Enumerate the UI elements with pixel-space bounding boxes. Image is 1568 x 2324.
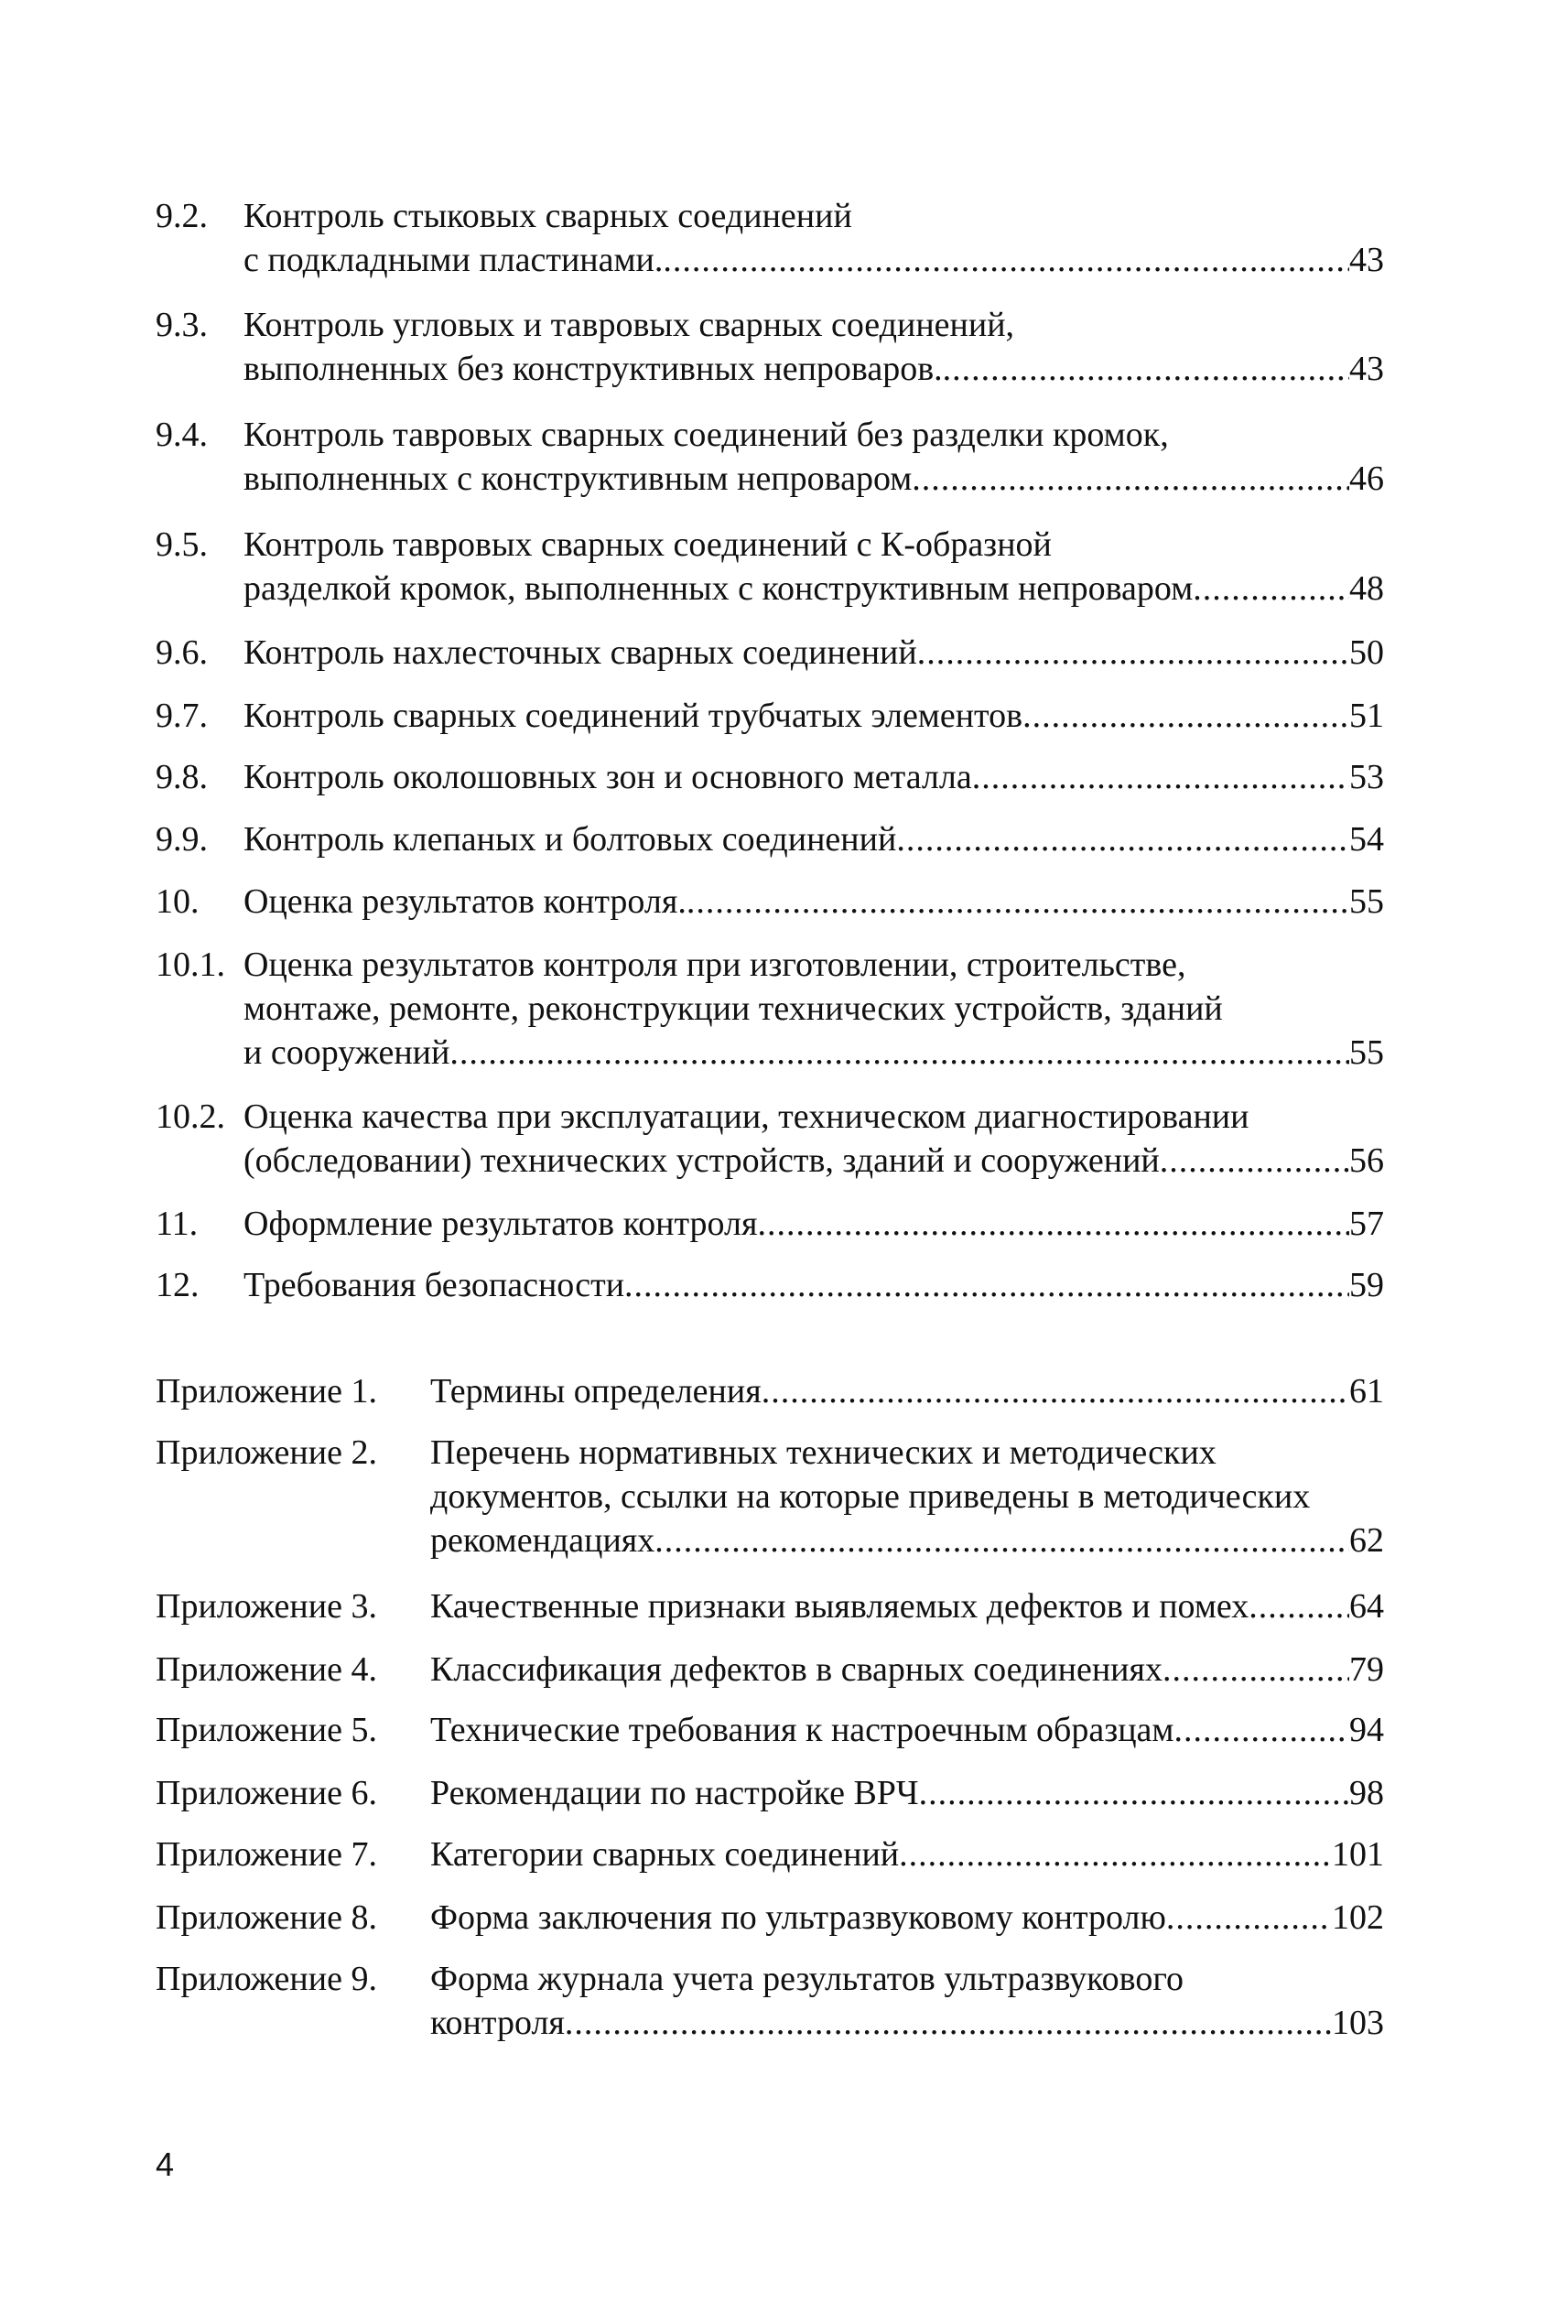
section-page-number: 54 bbox=[1349, 820, 1384, 859]
dot-leader bbox=[943, 347, 1349, 391]
dot-leader bbox=[912, 457, 1349, 501]
section-number: 9.7. bbox=[156, 697, 208, 735]
section-title-last-line: Контроль нахлесточных сварных соединений bbox=[243, 633, 917, 672]
section-title-last-line: с подкладными пластинами. bbox=[243, 241, 664, 279]
appendix-title-line: Перечень нормативных технических и методических bbox=[430, 1433, 1217, 1472]
section-number: 9.4. bbox=[156, 416, 208, 454]
appendix-title-last-line: Классификация дефектов в сварных соединениях bbox=[430, 1650, 1162, 1689]
section-title-last-line: (обследовании) технических устройств, зданий и сооружений bbox=[243, 1141, 1160, 1180]
section-title-last-line: выполненных без конструктивных непроваров. bbox=[243, 350, 943, 388]
section-number: 10. bbox=[156, 882, 200, 921]
section-page-number: 43 bbox=[1349, 350, 1384, 388]
appendix-number: Приложение 7. bbox=[156, 1835, 377, 1874]
section-number: 9.2. bbox=[156, 197, 208, 235]
appendix-page-number: 101 bbox=[1332, 1835, 1384, 1874]
dot-leader bbox=[1193, 567, 1349, 611]
dot-leader bbox=[899, 1832, 1332, 1876]
dot-leader bbox=[449, 1031, 1349, 1075]
appendix-page-number: 61 bbox=[1349, 1372, 1384, 1411]
section-page-number: 55 bbox=[1349, 1033, 1384, 1072]
section-page-number: 46 bbox=[1349, 459, 1384, 498]
appendix-page-number: 98 bbox=[1349, 1774, 1384, 1812]
dot-leader bbox=[663, 238, 1349, 282]
section-page-number: 53 bbox=[1349, 758, 1384, 796]
appendix-page-number: 79 bbox=[1349, 1650, 1384, 1689]
dot-leader bbox=[758, 1202, 1349, 1246]
page-number: 4 bbox=[156, 2146, 175, 2183]
appendix-page-number: 64 bbox=[1349, 1587, 1384, 1626]
section-page-number: 48 bbox=[1349, 569, 1384, 608]
section-number: 9.5. bbox=[156, 525, 208, 564]
section-title-last-line: Контроль околошовных зон и основного металла bbox=[243, 758, 972, 796]
section-number: 10.2. bbox=[156, 1097, 225, 1136]
section-title-last-line: Оформление результатов контроля bbox=[243, 1205, 758, 1243]
section-number: 9.8. bbox=[156, 758, 208, 796]
section-title-line: Оценка результатов контроля при изготовлении, строительстве, bbox=[243, 946, 1186, 984]
dot-leader bbox=[1173, 1708, 1349, 1752]
dot-leader bbox=[687, 880, 1349, 924]
dot-leader bbox=[1022, 694, 1349, 738]
dot-leader bbox=[565, 2001, 1332, 2045]
section-page-number: 43 bbox=[1349, 241, 1384, 279]
appendix-page-number: 62 bbox=[1349, 1521, 1384, 1560]
section-page-number: 56 bbox=[1349, 1141, 1384, 1180]
section-title-last-line: Контроль сварных соединений трубчатых элементов bbox=[243, 697, 1023, 735]
dot-leader bbox=[1160, 1139, 1349, 1183]
dot-leader bbox=[972, 755, 1349, 799]
dot-leader bbox=[919, 1771, 1349, 1815]
dot-leader bbox=[624, 1263, 1349, 1307]
section-title-last-line: выполненных с конструктивным непроваром bbox=[243, 459, 913, 498]
section-title-line: Контроль стыковых сварных соединений bbox=[243, 197, 852, 235]
appendix-number: Приложение 3. bbox=[156, 1587, 377, 1626]
section-title-line: Контроль тавровых сварных соединений без разделки кромок, bbox=[243, 416, 1169, 454]
dot-leader bbox=[1249, 1584, 1349, 1628]
appendix-number: Приложение 9. bbox=[156, 1960, 377, 1998]
appendix-number: Приложение 4. bbox=[156, 1650, 377, 1689]
dot-leader bbox=[1166, 1896, 1332, 1940]
appendix-title-last-line: Форма заключения по ультразвуковому контролю bbox=[430, 1898, 1166, 1937]
appendix-title-last-line: Категории сварных соединений bbox=[430, 1835, 900, 1874]
appendix-title-last-line: Качественные признаки выявляемых дефектов и помех bbox=[430, 1587, 1249, 1626]
section-number: 11. bbox=[156, 1205, 199, 1243]
appendix-page-number: 103 bbox=[1332, 2004, 1384, 2042]
section-page-number: 57 bbox=[1349, 1205, 1384, 1243]
dot-leader bbox=[917, 631, 1349, 675]
dot-leader bbox=[762, 1369, 1349, 1413]
section-title-line: монтаже, ремонте, реконструкции технических устройств, зданий bbox=[243, 989, 1223, 1028]
section-title-last-line: Контроль клепаных и болтовых соединений bbox=[243, 820, 897, 859]
appendix-number: Приложение 8. bbox=[156, 1898, 377, 1937]
section-title-line: Контроль тавровых сварных соединений с К-образной bbox=[243, 525, 1052, 564]
appendix-page-number: 94 bbox=[1349, 1711, 1384, 1749]
appendix-title-last-line: Рекомендации по настройке ВРЧ bbox=[430, 1774, 919, 1812]
section-number: 10.1. bbox=[156, 946, 225, 984]
section-number: 9.6. bbox=[156, 633, 208, 672]
appendix-page-number: 102 bbox=[1332, 1898, 1384, 1937]
section-number: 12. bbox=[156, 1266, 200, 1304]
section-page-number: 50 bbox=[1349, 633, 1384, 672]
section-title-last-line: Оценка результатов контроля. bbox=[243, 882, 687, 921]
appendix-title-last-line: Термины определения bbox=[430, 1372, 762, 1411]
section-page-number: 55 bbox=[1349, 882, 1384, 921]
section-title-last-line: Требования безопасности bbox=[243, 1266, 625, 1304]
appendix-number: Приложение 5. bbox=[156, 1711, 377, 1749]
appendix-title-last-line: рекомендациях bbox=[430, 1521, 655, 1560]
dot-leader bbox=[1162, 1648, 1349, 1692]
appendix-number: Приложение 6. bbox=[156, 1774, 377, 1812]
section-page-number: 59 bbox=[1349, 1266, 1384, 1304]
section-number: 9.3. bbox=[156, 306, 208, 344]
appendix-title-line: Форма журнала учета результатов ультразвукового bbox=[430, 1960, 1184, 1998]
section-title-line: Контроль угловых и тавровых сварных соединений, bbox=[243, 306, 1015, 344]
dot-leader bbox=[896, 817, 1349, 861]
appendix-number: Приложение 2. bbox=[156, 1433, 377, 1472]
section-title-last-line: и сооружений bbox=[243, 1033, 450, 1072]
appendix-title-last-line: контроля bbox=[430, 2004, 565, 2042]
appendix-title-last-line: Технические требования к настроечным образцам bbox=[430, 1711, 1174, 1749]
appendix-number: Приложение 1. bbox=[156, 1372, 377, 1411]
section-page-number: 51 bbox=[1349, 697, 1384, 735]
section-title-last-line: разделкой кромок, выполненных с конструктивным непроваром bbox=[243, 569, 1194, 608]
section-title-line: Оценка качества при эксплуатации, техническом диагностировании bbox=[243, 1097, 1249, 1136]
dot-leader bbox=[654, 1519, 1349, 1562]
appendix-title-line: документов, ссылки на которые приведены в методических bbox=[430, 1477, 1311, 1516]
section-number: 9.9. bbox=[156, 820, 208, 859]
